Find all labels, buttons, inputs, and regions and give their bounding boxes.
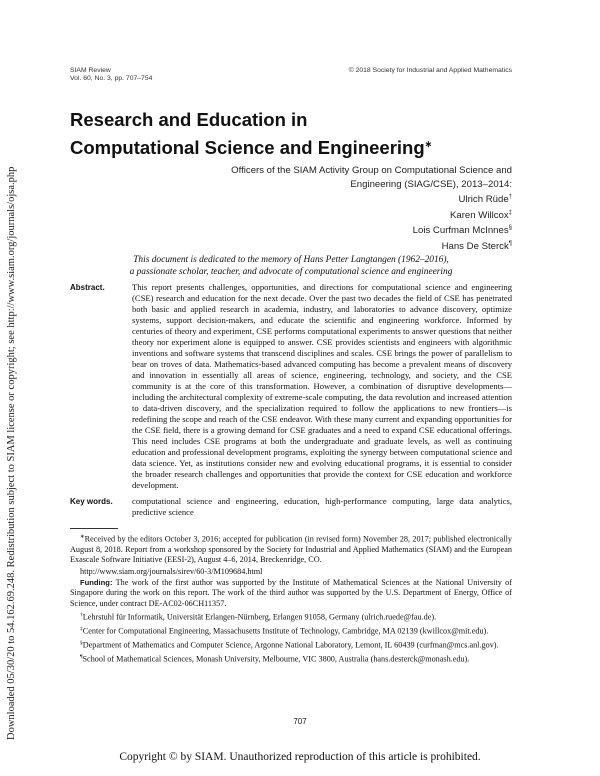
abstract-text: This report presents challenges, opportunities, and directions for computational science and engineering (CSE) research and education for the next decade. Over the past two decades the field of CSE has penetrated both basic and applied research in academia, industry, and laboratories to advance discovery, optimize systems, support decision-makers, and educate the scientific and engineering workforce. Informed by centuries of theory and experiment, CSE performs computational experiments to answer questions that neither theory nor experiment alone is equipped to answer. CSE provides scientists and engineers with algorithmic inventions and software systems that transcend disciplines and scales. CSE brings the power of parallelism to bear on troves of data. Mathematics-based advanced computing has become a prevalent means of discovery and innovation in essentially all areas of science, engineering, technology, and society, and the CSE community is at the core of this transformation. However, a combination of disruptive developments—including the architectural complexity of extreme-scale computing, the data revolution and increased attention to data-driven discovery, and the specialization required to follow the applications to new frontiers—is redefining the scope and reach of the CSE endeavor. With these many current and expanding opportunities for the CSE field, there is a growing demand for CSE graduates and a need to expand CSE educational offerings. This need includes CSE programs at both the undergraduate and graduate levels, as well as continuing education and professional development programs, exploiting the synergy between computational science and data science. Yet, as institutions consider new and evolving educational programs, it is essential to consider the broader research challenges and opportunities that provide the context for CSE education and workforce development. [132, 282, 512, 490]
abstract [70, 282, 512, 491]
journal-header [70, 67, 152, 83]
footnote-affiliation: †Lehrstuhl für Informatik, Universität Erlangen-Nürnberg, Erlangen 91058, Germany (ulrich.ruede@fau.de). [80, 611, 437, 622]
keywords [70, 496, 512, 518]
funding-label: Funding: [80, 577, 113, 587]
group-line-2: Engineering (SIAG/CSE), 2013–2014: [350, 178, 512, 190]
keywords-text: computational science and engineering, education, high-performance computing, large data analytics, predictive science [132, 496, 512, 517]
author-name: Hans De Sterck¶ [441, 241, 512, 253]
footnote-affiliation: §Department of Mathematics and Computer Science, Argonne National Laboratory, Lemont, IL 60439 (curfman@mcs.anl.gov). [80, 639, 499, 650]
publisher-copyright: © 2018 Society for Industrial and Applied Mathematics [348, 67, 512, 74]
footnote-affiliation: ‡Center for Computational Engineering, Massachusetts Institute of Technology, Cambridge, MA 02139 (kwillcox@mit.edu). [80, 625, 489, 636]
journal-name: SIAM Review [70, 67, 111, 74]
page-number: 707 [293, 717, 307, 726]
group-line-1: Officers of the SIAM Activity Group on Computational Science and [231, 165, 512, 176]
dedication [70, 254, 512, 278]
footnote-rule [70, 528, 118, 529]
author-name: Ulrich Rüde† [458, 194, 512, 206]
download-notice: Downloaded 05/30/20 to 54.162.69.248. Redistribution subject to SIAM license or copyright; see http://www.siam.org/journals/ojsa.php [6, 166, 17, 740]
dedication-line-2: a passionate scholar, teacher, and advocate of computational science and engineering [129, 267, 453, 277]
title-footnote-mark: ∗ [424, 139, 433, 149]
footnote-funding: Funding: The work of the first author was supported by the Institute of Mathematical Sciences at the National University of Singapore during the work on this report. The work of the third author was supported by the U.S. Department of Energy, Office of Science, under contract DE-AC02-06CH11357. [70, 577, 512, 608]
footnotes [70, 532, 512, 666]
keywords-label: Key words. [70, 497, 113, 506]
title-line-1: Research and Education in [70, 109, 308, 130]
abstract-label: Abstract. [70, 283, 105, 292]
dedication-line-1: This document is dedicated to the memory of Hans Petter Langtangen (1962–2016), [133, 255, 449, 265]
footnote-affiliation: ¶School of Mathematical Sciences, Monash University, Melbourne, VIC 3800, Australia (hans.desterck@monash.edu). [80, 653, 470, 664]
title-line-2: Computational Science and Engineering∗ [70, 137, 433, 159]
footnote-received: ∗Received by the editors October 3, 2016; accepted for publication (in revised form) November 28, 2017; published electronically August 8, 2018. Report from a workshop sponsored by the Society for Industrial and Applied Mathematics (SIAM) and the European Exascale Software Initiative (EESI-2), August 4–6, 2014, Breckenridge, CO. [70, 534, 512, 565]
copyright-notice: Copyright © by SIAM. Unauthorized reproduction of this article is prohibited. [119, 751, 481, 763]
author-name: Karen Willcox‡ [450, 209, 512, 221]
author-block [172, 164, 512, 254]
footnote-url[interactable]: http://www.siam.org/journals/sirev/60-3/M109684.html [80, 566, 263, 576]
author-name: Lois Curfman McInnes§ [412, 225, 512, 237]
journal-volume: Vol. 60, No. 3, pp. 707–754 [70, 75, 153, 82]
page-title [70, 108, 490, 160]
